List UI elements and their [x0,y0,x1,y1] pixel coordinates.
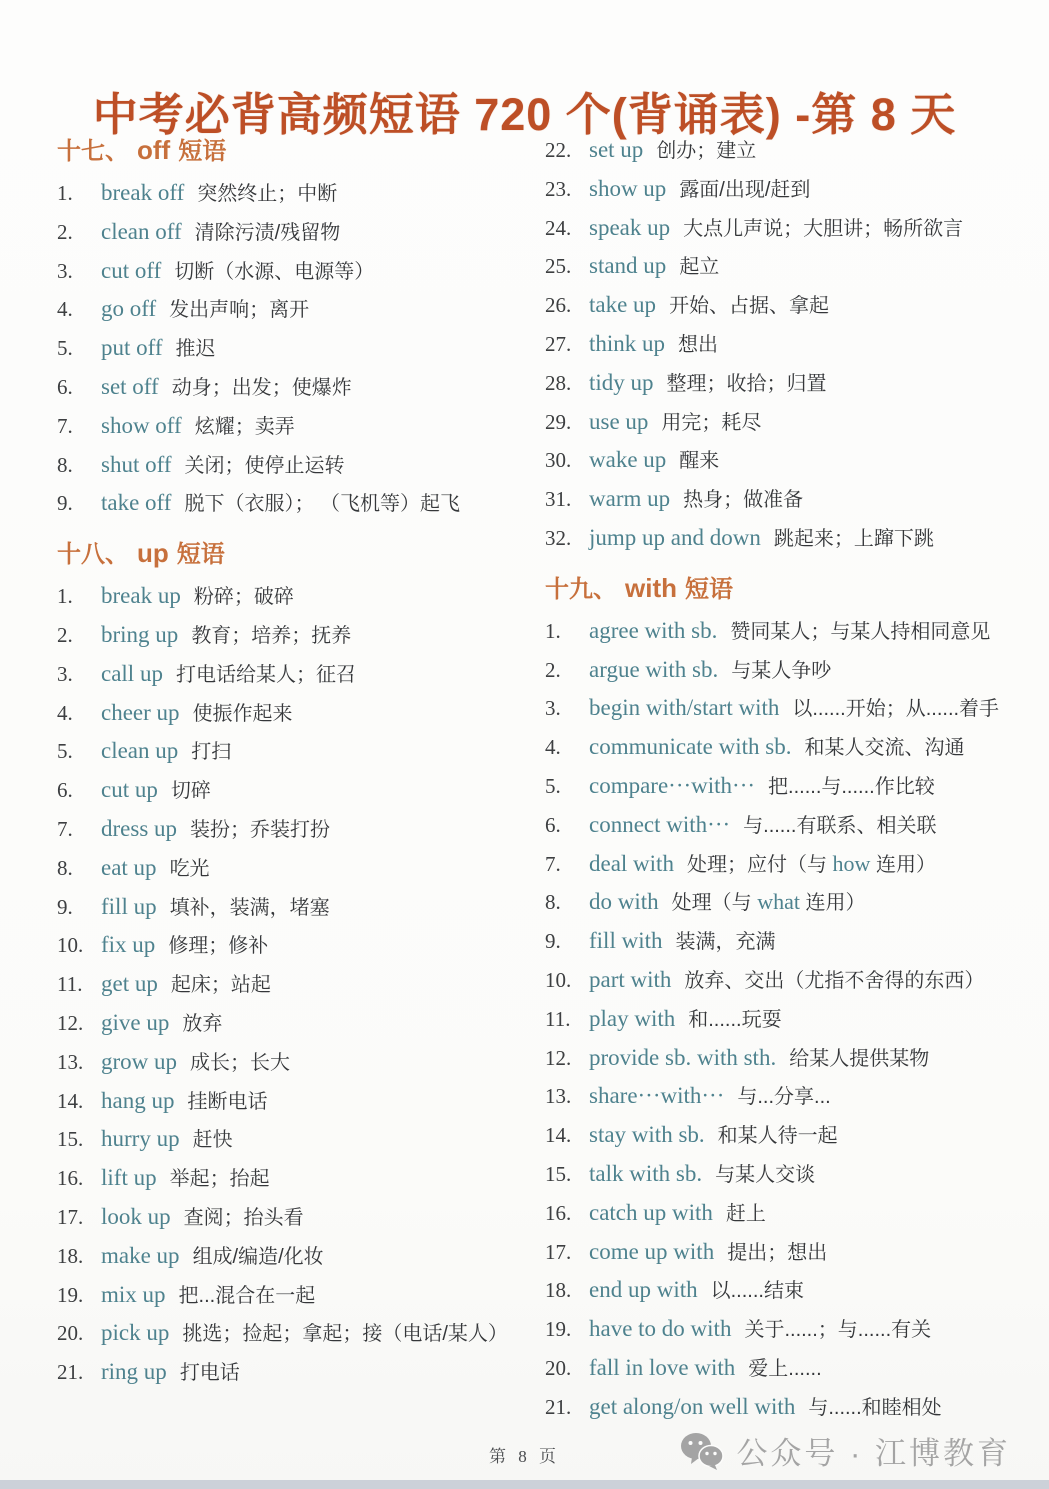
item-number: 10. [57,933,84,958]
phrase-chinese: 用完；耗尽 [661,411,762,434]
phrase-chinese: 举起；抬起 [169,1168,270,1191]
phrase-row [545,1039,1031,1078]
phrase-english: get along/on well with [589,1393,796,1419]
section-heading [57,536,529,570]
phrase-chinese: 挑选；捡起；拿起；接（电话/某人） [182,1323,508,1346]
phrase-row [545,728,1031,767]
phrase-english: provide sb. with sth. [589,1044,777,1070]
phrase-row [57,1276,529,1315]
watermark-text: 公众号 · 江博教育 [736,1436,1011,1471]
item-number: 12. [545,1045,572,1070]
phrase-row [545,131,1031,170]
phrase-english: deal with [589,850,674,876]
phrase-english: fill with [589,928,663,954]
phrase-english: cut off [101,257,162,283]
phrase-row [545,689,1031,728]
phrase-english: lift up [101,1165,157,1191]
phrase-row [545,1271,1031,1310]
phrase-row [545,1349,1031,1388]
phrase-row [57,655,529,694]
phrase-english: tidy up [589,369,654,395]
phrase-row [545,1310,1031,1349]
phrase-english: part with [589,966,672,992]
phrase-row [545,480,1031,519]
phrase-chinese: 组成/编造/化妆 [192,1245,324,1268]
phrase-english: catch up with [589,1199,713,1225]
phrase-english: break off [101,180,185,205]
item-number: 15. [545,1161,572,1186]
phrase-chinese: 起床；站起 [170,974,271,997]
phrase-row [545,325,1031,364]
item-number: 1. [57,584,73,609]
phrase-english: have to do with [589,1316,732,1342]
phrase-row [57,732,529,771]
phrase-columns [57,131,1031,1427]
phrase-english: stand up [589,253,667,279]
item-number: 8. [57,855,73,880]
item-number: 19. [57,1282,84,1307]
phrase-row [545,767,1031,806]
phrase-english: wake up [589,447,667,473]
phrase-row [57,1004,529,1043]
phrase-row [57,1082,529,1121]
phrase-row [57,926,529,965]
phrase-chinese: 粉碎；破碎 [193,586,294,609]
phrase-row [545,961,1031,1000]
item-number: 24. [545,215,572,240]
phrase-english: hang up [101,1087,175,1113]
item-number: 1. [545,618,561,643]
item-number: 2. [545,657,561,682]
item-number: 31. [545,487,572,512]
phrase-row [57,1120,529,1159]
item-number: 6. [57,374,73,399]
phrase-english: stay with sb. [589,1122,705,1148]
phrase-chinese: 以......结束 [710,1280,804,1303]
phrase-english: set up [589,137,644,162]
phrase-chinese: 热身；做准备 [683,489,804,512]
phrase-english: agree with sb. [589,617,718,643]
item-number: 4. [545,735,561,760]
left-column [57,131,529,1427]
item-number: 20. [545,1355,572,1380]
item-number: 10. [545,967,572,992]
phrase-row [57,1159,529,1198]
phrase-chinese: 提出；想出 [727,1241,828,1264]
phrase-chinese: 修理；修补 [168,935,269,958]
section-heading-number: 十九、 [545,575,617,603]
phrase-row [57,329,529,368]
phrase-row [545,170,1031,209]
phrase-chinese: 给某人提供某物 [789,1047,930,1070]
phrase-english: pick up [101,1320,170,1346]
phrase-chinese: 切断（水源、电源等） [174,260,375,283]
watermark [680,1428,1011,1473]
phrase-row [57,771,529,810]
phrase-chinese: 整理；收拾；归置 [666,372,827,395]
item-number: 6. [545,812,561,837]
phrase-row [545,651,1031,690]
phrase-row [545,1194,1031,1233]
phrase-row [57,694,529,733]
phrase-chinese: 与......和睦相处 [808,1396,942,1419]
item-number: 16. [545,1200,572,1225]
phrase-english: get up [101,971,158,997]
phrase-english: end up with [589,1277,698,1303]
phrase-english: take off [101,490,172,516]
phrase-english: call up [101,660,163,686]
item-number: 15. [57,1127,84,1152]
phrase-row [57,290,529,329]
phrase-row [57,1198,529,1237]
item-number: 8. [57,452,73,477]
phrase-chinese: 教育；培养；抚养 [191,624,352,647]
phrase-row [545,1077,1031,1116]
section-heading [545,571,1031,605]
phrase-english: warm up [589,486,671,512]
phrase-row [57,1237,529,1276]
phrase-english: mix up [101,1281,166,1307]
item-number: 14. [57,1088,84,1113]
phrase-row [545,1000,1031,1039]
photo-bottom-edge [0,1480,1049,1489]
wechat-icon [680,1432,724,1470]
phrase-row [57,616,529,655]
phrase-chinese: 爱上...... [748,1357,822,1380]
phrase-chinese: 装扮；乔装打扮 [190,818,331,841]
phrase-row [57,407,529,446]
item-number: 21. [545,1394,572,1419]
phrase-chinese: 打电话 [179,1362,240,1385]
item-number: 5. [57,739,73,764]
item-number: 32. [545,525,572,550]
phrase-row [57,368,529,407]
phrase-row [57,174,529,213]
item-number: 26. [545,293,572,318]
phrase-chinese: 成长；长大 [190,1051,291,1074]
item-number: 7. [57,413,73,438]
phrase-chinese: 创办；建立 [656,140,757,162]
page-number: 第 8 页 [489,1447,560,1466]
item-number: 11. [545,1006,571,1031]
phrase-english: bring up [101,621,179,647]
item-number: 22. [545,138,572,162]
item-number: 7. [57,816,73,841]
item-number: 17. [545,1239,572,1264]
phrase-row [545,922,1031,961]
phrase-english: break up [101,583,181,609]
phrase-chinese: 和......玩耍 [688,1008,782,1031]
section-heading-keyword: up [137,538,169,569]
phrase-chinese: 处理（与 what 连用） [671,889,866,915]
phrase-row [57,484,529,523]
phrase-row [545,1116,1031,1155]
item-number: 2. [57,219,73,244]
item-number: 12. [57,1010,84,1035]
phrase-chinese: 脱下（衣服）； （飞机等）起飞 [184,493,461,516]
phrase-row [57,849,529,888]
phrase-english: think up [589,330,666,356]
phrase-chinese: 想出 [678,333,719,356]
phrase-chinese: 大点儿声说；大胆讲；畅所欲言 [683,217,964,240]
item-number: 3. [57,258,73,283]
phrase-chinese: 与某人交谈 [715,1163,816,1186]
phrase-english: hurry up [101,1126,180,1152]
phrase-chinese: 填补，装满，堵塞 [169,896,330,919]
phrase-chinese: 炫耀；卖弄 [194,415,295,438]
phrase-row [57,965,529,1004]
item-number: 8. [545,890,561,915]
section-heading-keyword: off [137,135,171,165]
phrase-row [57,1314,529,1353]
item-number: 1. [57,181,73,205]
phrase-chinese: 装满，充满 [675,931,776,954]
phrase-chinese: 把......与......作比较 [768,775,935,798]
item-number: 5. [57,336,73,361]
phrase-chinese: 关于......；与......有关 [744,1319,932,1342]
phrase-row [57,1043,529,1082]
item-number: 18. [545,1278,572,1303]
phrase-row [57,446,529,485]
phrase-english: grow up [101,1048,178,1074]
phrase-chinese: 与......有联系、相关联 [743,814,937,837]
phrase-english: go off [101,296,157,322]
phrase-chinese: 赶上 [725,1202,766,1225]
phrase-english: eat up [101,854,157,880]
phrase-english: fix up [101,932,156,958]
phrase-english: do with [589,889,659,915]
phrase-chinese: 醒来 [679,450,720,473]
phrase-chinese: 和某人待一起 [717,1125,838,1148]
phrase-row [57,213,529,252]
phrase-english: put off [101,335,163,361]
phrase-row [545,883,1031,922]
phrase-english: communicate with sb. [589,734,792,760]
phrase-chinese: 打扫 [191,741,232,764]
item-number: 9. [57,894,73,919]
section-heading [57,133,529,167]
phrase-row [545,1233,1031,1272]
phrase-english: make up [101,1242,180,1268]
phrase-english: shut off [101,451,172,477]
phrase-english: fall in love with [589,1354,736,1380]
phrase-row [545,364,1031,403]
phrase-row [545,1388,1031,1427]
item-number: 3. [545,696,561,721]
phrase-row [545,403,1031,442]
item-number: 19. [545,1317,572,1342]
phrase-row [57,1353,529,1392]
phrase-english: set off [101,373,159,399]
phrase-chinese: 放弃、交出（尤指不舍得的东西） [684,969,985,992]
phrase-chinese: 跳起来；上蹿下跳 [773,527,934,550]
item-number: 28. [545,370,572,395]
section-heading-suffix: 短语 [178,138,227,165]
phrase-row [57,252,529,291]
phrase-chinese: 切碎 [170,780,211,803]
section-heading-number: 十七、 [57,138,129,165]
phrase-english: begin with/start with [589,695,780,721]
item-number: 17. [57,1204,84,1229]
phrase-row [545,1155,1031,1194]
phrase-english: jump up and down [589,524,761,550]
item-number: 5. [545,773,561,798]
phrase-chinese: 打电话给某人；征召 [175,663,356,686]
item-number: 14. [545,1123,572,1148]
phrase-chinese: 突然终止；中断 [197,183,338,205]
section-heading-keyword: with [625,572,677,603]
page-title: 中考必背高频短语 720 个(背诵表) -第 8 天 [92,89,957,141]
item-number: 9. [545,929,561,954]
phrase-chinese: 动身；出发；使爆炸 [171,376,352,399]
phrase-en-highlight: what [757,889,800,915]
phrase-english: come up with [589,1238,715,1264]
item-number: 21. [57,1360,84,1385]
phrase-english: clean up [101,738,179,764]
phrase-chinese: 露面/出现/赶到 [679,178,811,201]
right-column [545,131,1031,1427]
item-number: 30. [545,448,572,473]
phrase-chinese: 吃光 [169,857,210,880]
phrase-english: ring up [101,1359,167,1385]
phrase-chinese: 开始、占据、拿起 [669,295,830,318]
phrase-english: cheer up [101,699,180,725]
item-number: 4. [57,297,73,322]
item-number: 6. [57,778,73,803]
section-heading-suffix: 短语 [685,575,733,603]
phrase-chinese: 与某人争吵 [731,659,832,682]
phrase-chinese: 起立 [679,256,720,279]
phrase-chinese: 把...混合在一起 [178,1284,316,1307]
phrase-row [545,247,1031,286]
item-number: 7. [545,851,561,876]
phrase-english: cut up [101,777,158,803]
section-heading-number: 十八、 [57,541,129,569]
phrase-chinese: 查阅；抬头看 [183,1206,304,1229]
phrase-chinese: 赶快 [192,1129,233,1152]
item-number: 20. [57,1321,84,1346]
phrase-chinese: 推迟 [175,338,216,361]
phrase-english: play with [589,1005,676,1031]
item-number: 16. [57,1166,84,1191]
phrase-english: clean off [101,218,182,244]
item-number: 13. [545,1084,572,1109]
phrase-chinese: 清除污渍/残留物 [194,221,341,244]
phrase-english: compare···with··· [589,772,756,798]
phrase-english: use up [589,408,649,434]
phrase-english: look up [101,1203,171,1229]
item-number: 23. [545,176,572,201]
phrase-row [545,806,1031,845]
phrase-chinese: 与...分享... [737,1086,831,1109]
phrase-row [545,845,1031,884]
phrase-chinese: 关闭；使停止运转 [184,454,345,477]
phrase-row [545,286,1031,325]
phrase-row [545,612,1031,651]
phrase-row [545,441,1031,480]
phrase-chinese: 挂断电话 [187,1090,268,1113]
phrase-english: share···with··· [589,1083,725,1109]
phrase-chinese: 使振作起来 [192,702,293,725]
item-number: 29. [545,409,572,434]
item-number: 3. [57,661,73,686]
phrase-english: show off [101,412,182,438]
item-number: 27. [545,331,572,356]
phrase-chinese: 发出声响；离开 [169,299,310,322]
item-number: 13. [57,1049,84,1074]
item-number: 4. [57,700,73,725]
phrase-row [57,888,529,927]
phrase-english: dress up [101,815,178,841]
item-number: 11. [57,972,83,997]
phrase-row [545,209,1031,248]
phrase-english: give up [101,1009,170,1035]
phrase-english: talk with sb. [589,1160,703,1186]
phrase-english: connect with··· [589,811,731,837]
phrase-row [545,519,1031,558]
phrase-english: speak up [589,214,671,240]
phrase-row [57,577,529,616]
phrase-english: show up [589,175,667,201]
phrase-chinese: 处理；应付（与 how 连用） [686,850,936,876]
phrase-en-highlight: how [832,850,871,876]
section-heading-suffix: 短语 [176,541,225,569]
phrase-english: take up [589,292,657,318]
phrase-chinese: 以......开始；从......着手 [792,698,1000,721]
phrase-chinese: 赞同某人；与某人持相同意见 [730,620,991,643]
phrase-english: fill up [101,893,157,919]
item-number: 9. [57,491,73,516]
item-number: 2. [57,622,73,647]
phrase-row [57,810,529,849]
phrase-chinese: 放弃 [182,1012,223,1035]
item-number: 25. [545,254,572,279]
item-number: 18. [57,1243,84,1268]
phrase-chinese: 和某人交流、沟通 [804,737,965,760]
phrase-english: argue with sb. [589,656,719,682]
